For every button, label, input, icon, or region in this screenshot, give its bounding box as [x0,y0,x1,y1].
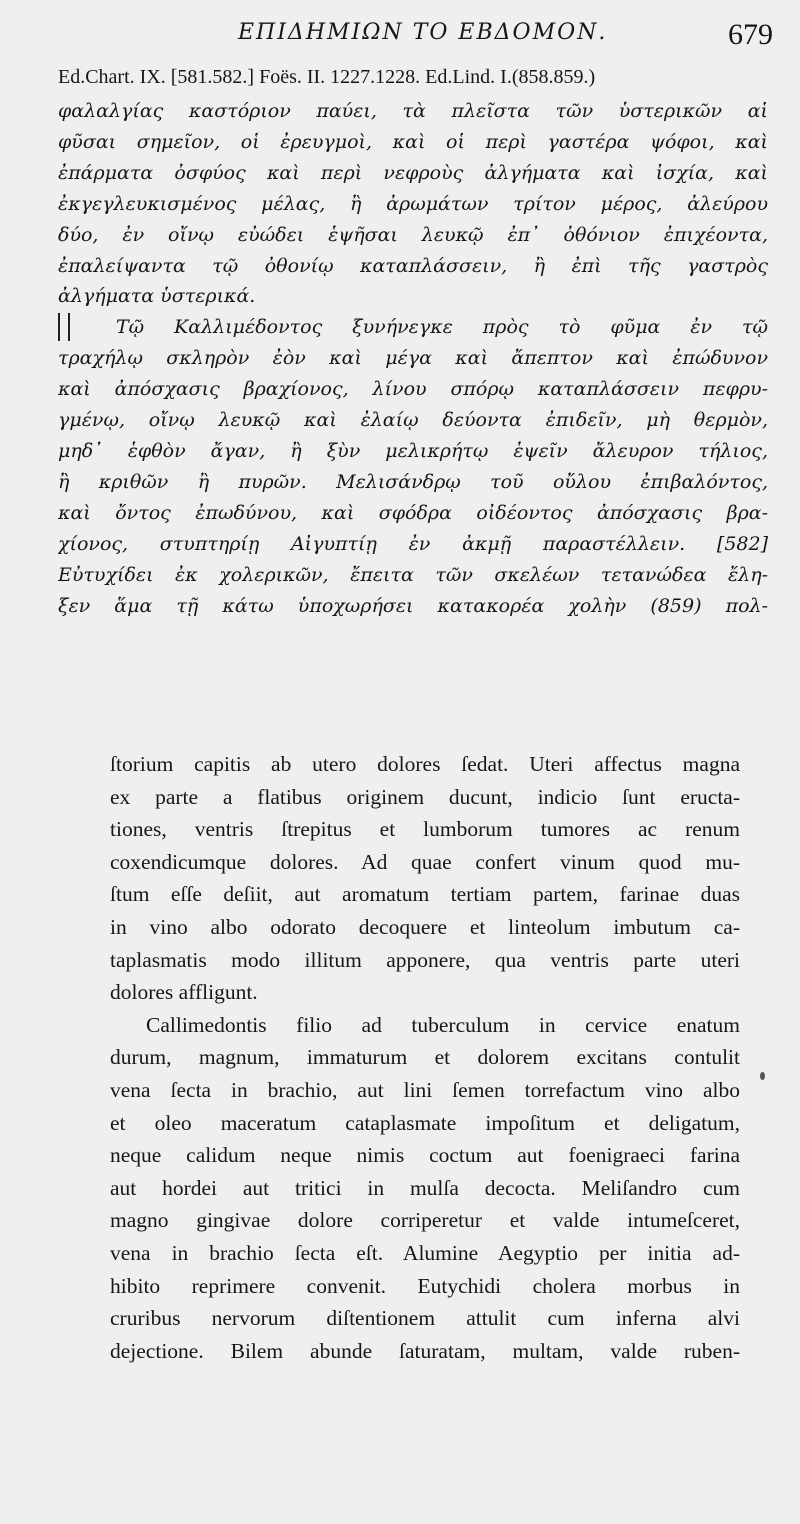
latin-line: hibito reprimere convenit. Eutychidi cholera morbus in [110,1273,740,1298]
greek-line: Εὐτυχίδει ἐκ χολερικῶν, ἔπειτα τῶν σκελέων τετανώδεα ἔλη- [58,563,768,586]
latin-line: durum, magnum, immaturum et dolorem excitans contulit [110,1045,740,1070]
running-title: ΕΠΙΔΗΜΙΩΝ ΤΟ ΕΒΔΟΜΟΝ. [238,20,608,45]
greek-line: ἀλγήματα ὑστερικά. [58,285,256,308]
latin-line: dolores affligunt. [110,980,258,1005]
latin-line: ex parte a flatibus originem ducunt, indicio ſunt eructa- [110,784,740,809]
latin-translation [110,748,740,1367]
latin-line: vena in brachio ſecta eſt. Alumine Aegyptio per initia ad- [110,1240,740,1265]
greek-line: καὶ ὄντος ἐπωδύνου, καὶ σφόδρα οἰδέοντος ἀπόσχασις βρα- [58,501,768,524]
latin-line: aut hordei aut tritici in mulſa decocta. Meliſandro cum [110,1175,740,1200]
greek-line: ἐπαλείψαντα τῷ ὀθονίῳ καταπλάσσειν, ἢ ἐπὶ τῆς γαστρὸς [58,254,768,277]
latin-line: taplasmatis modo illitum apponere, qua ventris parte uteri [110,947,740,972]
greek-line: μηδ᾽ ἑφθὸν ἄγαν, ἢ ξὺν μελικρήτῳ ἑψεῖν ἄλευρον τήλιος, [58,439,768,462]
latin-line: magno gingivae dolore corriperetur et valde intumeſceret, [110,1208,740,1233]
greek-line: ἐπάρματα ὀσφύος καὶ περὶ νεφροὺς ἀλγήματα καὶ ἰσχία, καὶ [58,161,768,184]
greek-text [58,96,768,621]
greek-line: γμένῳ, οἴνῳ λευκῷ καὶ ἐλαίῳ δεύοντα ἐπιδεῖν, μὴ θερμὸν, [58,409,768,432]
latin-line: Callimedontis filio ad tuberculum in cervice enatum [146,1012,740,1037]
latin-line: tiones, ventris ſtrepitus et lumborum tumores ac renum [110,817,740,842]
latin-line: ſtum eſſe deſiit, aut aromatum tertiam partem, farinae duas [110,882,740,907]
edition-references: Ed.Chart. IX. [581.582.] Foës. II. 1227.1228. Ed.Lind. I.(858.859.) [58,66,596,88]
greek-line: φαλαλγίας καστόριον παύει, τὰ πλεῖστα τῶν ὑστερικῶν αἱ [58,100,768,122]
latin-line: coxendicumque dolores. Ad quae confert vinum quod mu- [110,849,740,874]
latin-line: et oleo maceratum cataplasmate impoſitum et deligatum, [110,1110,740,1135]
latin-line: ſtorium capitis ab utero dolores ſedat. Uteri affectus magna [110,752,740,776]
ink-speck [760,1072,765,1080]
page-header [0,16,800,56]
latin-line: neque calidum neque nimis coctum aut foenigraeci farina [110,1143,740,1168]
latin-line: in vino albo odorato decoquere et linteolum imbutum ca- [110,914,740,939]
greek-line: ἐκγεγλευκισμένος μέλας, ἢ ἀρωμάτων τρίτον μέρος, ἀλεύρου [58,192,768,215]
latin-line: dejectione. Bilem abunde ſaturatam, multam, valde ruben- [110,1338,740,1363]
greek-line: Τῷ Καλλιμέδοντος ξυνήνεγκε πρὸς τὸ φῦμα ἐν τῷ [116,316,768,339]
greek-line: ἢ κριθῶν ἢ πυρῶν. Μελισάνδρῳ τοῦ οὔλου ἐπιβαλόντος, [58,470,768,493]
greek-line: χίονος, στυπτηρίῃ Αἰγυπτίῃ ἐν ἀκμῇ παραστέλλειν. [582] [58,532,768,555]
greek-line: δύο, ἐν οἴνῳ εὐώδει ἑψῆσαι λευκῷ ἐπ᾽ ὀθόνιον ἐπιχέοντα, [58,223,768,246]
greek-line: καὶ ἀπόσχασις βραχίονος, λίνου σπόρῳ καταπλάσσειν πεφρυ- [58,378,768,401]
greek-section [58,312,768,343]
latin-line: vena ſecta in brachio, aut lini ſemen torrefactum vino albo [110,1077,740,1102]
greek-line: φῦσαι σημεῖον, οἱ ἐρευγμοὶ, καὶ οἱ περὶ γαστέρα ψόφοι, καὶ [58,130,768,153]
latin-line: cruribus nervorum diſtentionem attulit cum inferna alvi [110,1306,740,1331]
greek-line: τραχήλῳ σκληρὸν ἐὸν καὶ μέγα καὶ ἄπεπτον καὶ ἐπώδυνον [58,347,768,370]
page-number: 679 [728,18,773,51]
greek-line: ξεν ἅμα τῇ κάτω ὑποχωρήσει κατακορέα χολὴν (859) πολ- [58,594,768,617]
section-mark-icon [58,313,70,341]
